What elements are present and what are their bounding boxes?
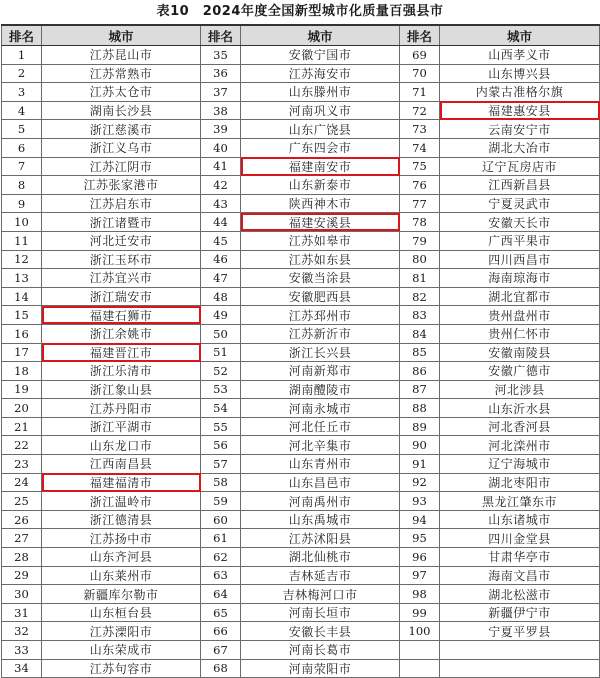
rank-cell: 26 — [2, 510, 42, 529]
city-cell: 山东龙口市 — [42, 436, 201, 455]
rank-cell: 72 — [400, 101, 440, 120]
city-cell: 湖南醴陵市 — [241, 380, 400, 399]
table-row — [2, 250, 600, 269]
rank-cell: 12 — [2, 250, 42, 269]
highlighted-city-cell: 福建安溪县 — [241, 213, 400, 232]
city-cell: 山东新泰市 — [241, 176, 400, 195]
city-cell: 江苏邳州市 — [241, 306, 400, 325]
rank-cell: 75 — [400, 157, 440, 176]
rank-cell: 2 — [2, 64, 42, 83]
city-cell: 江苏句容市 — [42, 659, 201, 678]
city-cell: 浙江德清县 — [42, 510, 201, 529]
rank-cell: 97 — [400, 566, 440, 585]
rank-cell: 89 — [400, 417, 440, 436]
rank-cell: 94 — [400, 510, 440, 529]
table-row — [2, 324, 600, 343]
city-cell: 安徽肥西县 — [241, 287, 400, 306]
city-cell: 湖北大冶市 — [440, 138, 600, 157]
rank-cell: 31 — [2, 603, 42, 622]
city-cell: 浙江玉环市 — [42, 250, 201, 269]
rank-cell: 54 — [201, 399, 241, 418]
table-row — [2, 231, 600, 250]
city-cell: 河南永城市 — [241, 399, 400, 418]
rank-cell: 92 — [400, 473, 440, 492]
rank-header: 排名 — [201, 25, 241, 46]
rank-cell: 20 — [2, 399, 42, 418]
city-cell: 浙江象山县 — [42, 380, 201, 399]
city-cell: 宁夏平罗县 — [440, 622, 600, 641]
rank-cell: 19 — [2, 380, 42, 399]
rank-cell: 16 — [2, 324, 42, 343]
city-cell: 安徽天长市 — [440, 213, 600, 232]
header-row — [2, 25, 600, 46]
rank-cell: 42 — [201, 176, 241, 195]
rank-cell: 64 — [201, 585, 241, 604]
table-row — [2, 548, 600, 567]
table-row — [2, 194, 600, 213]
rank-cell: 34 — [2, 659, 42, 678]
city-cell: 江西南昌县 — [42, 455, 201, 474]
city-cell: 浙江乐清市 — [42, 362, 201, 381]
city-cell: 浙江慈溪市 — [42, 120, 201, 139]
rank-cell: 56 — [201, 436, 241, 455]
rank-cell: 10 — [2, 213, 42, 232]
table-row — [2, 213, 600, 232]
city-cell: 河南新郑市 — [241, 362, 400, 381]
rank-cell: 76 — [400, 176, 440, 195]
rank-cell: 100 — [400, 622, 440, 641]
rank-cell: 43 — [201, 194, 241, 213]
rank-cell: 37 — [201, 83, 241, 102]
rank-cell: 74 — [400, 138, 440, 157]
city-cell: 山东昌邑市 — [241, 473, 400, 492]
rank-cell: 48 — [201, 287, 241, 306]
rank-cell: 18 — [2, 362, 42, 381]
city-cell: 江苏常熟市 — [42, 64, 201, 83]
city-cell: 安徽长丰县 — [241, 622, 400, 641]
city-cell: 河北香河县 — [440, 417, 600, 436]
city-cell — [440, 659, 600, 678]
rank-cell: 62 — [201, 548, 241, 567]
rank-cell: 70 — [400, 64, 440, 83]
highlighted-city-cell: 福建福清市 — [42, 473, 201, 492]
table-row — [2, 138, 600, 157]
table-caption: 表10 2024年度全国新型城市化质量百强县市 — [156, 4, 444, 19]
rank-cell: 36 — [201, 64, 241, 83]
rank-cell: 29 — [2, 566, 42, 585]
city-cell: 山东荣成市 — [42, 641, 201, 660]
city-cell: 江苏扬中市 — [42, 529, 201, 548]
city-cell: 浙江义乌市 — [42, 138, 201, 157]
rank-cell: 39 — [201, 120, 241, 139]
table-row — [2, 120, 600, 139]
rank-cell: 38 — [201, 101, 241, 120]
table-row — [2, 64, 600, 83]
city-cell: 江苏启东市 — [42, 194, 201, 213]
city-cell: 湖北枣阳市 — [440, 473, 600, 492]
rank-cell: 33 — [2, 641, 42, 660]
table-row — [2, 287, 600, 306]
city-cell: 广东四会市 — [241, 138, 400, 157]
city-cell: 江苏溧阳市 — [42, 622, 201, 641]
table-row — [2, 157, 600, 176]
rank-cell: 95 — [400, 529, 440, 548]
rank-cell: 82 — [400, 287, 440, 306]
city-cell: 湖北仙桃市 — [241, 548, 400, 567]
rank-cell: 71 — [400, 83, 440, 102]
rank-cell: 49 — [201, 306, 241, 325]
highlighted-city-cell: 福建南安市 — [241, 157, 400, 176]
rank-cell: 27 — [2, 529, 42, 548]
city-cell: 山东诸城市 — [440, 510, 600, 529]
rank-cell: 68 — [201, 659, 241, 678]
city-cell: 江苏沭阳县 — [241, 529, 400, 548]
city-header: 城市 — [241, 25, 400, 46]
rank-cell: 4 — [2, 101, 42, 120]
city-cell: 江苏丹阳市 — [42, 399, 201, 418]
city-cell: 湖北宜都市 — [440, 287, 600, 306]
city-cell: 贵州盘州市 — [440, 306, 600, 325]
rank-cell: 98 — [400, 585, 440, 604]
table-row — [2, 566, 600, 585]
city-cell: 安徽南陵县 — [440, 343, 600, 362]
rank-cell: 81 — [400, 269, 440, 288]
city-cell: 山东滕州市 — [241, 83, 400, 102]
city-cell: 湖南长沙县 — [42, 101, 201, 120]
table-row — [2, 306, 600, 325]
table-row — [2, 83, 600, 102]
city-header: 城市 — [440, 25, 600, 46]
city-cell: 浙江瑞安市 — [42, 287, 201, 306]
city-cell: 贵州仁怀市 — [440, 324, 600, 343]
city-cell: 河北涉县 — [440, 380, 600, 399]
city-cell: 江苏江阴市 — [42, 157, 201, 176]
city-cell: 河北辛集市 — [241, 436, 400, 455]
rank-cell: 41 — [201, 157, 241, 176]
rank-cell: 99 — [400, 603, 440, 622]
rank-cell: 61 — [201, 529, 241, 548]
rank-cell: 6 — [2, 138, 42, 157]
rank-cell: 24 — [2, 473, 42, 492]
city-cell: 山东青州市 — [241, 455, 400, 474]
city-cell: 河南长葛市 — [241, 641, 400, 660]
rank-cell: 15 — [2, 306, 42, 325]
rank-cell: 69 — [400, 46, 440, 65]
city-cell: 河南荥阳市 — [241, 659, 400, 678]
city-cell: 云南安宁市 — [440, 120, 600, 139]
city-cell: 海南文昌市 — [440, 566, 600, 585]
rank-cell: 32 — [2, 622, 42, 641]
rank-cell: 30 — [2, 585, 42, 604]
table-row — [2, 492, 600, 511]
rank-cell: 93 — [400, 492, 440, 511]
table-row — [2, 101, 600, 120]
city-cell: 安徽广德市 — [440, 362, 600, 381]
rank-cell: 73 — [400, 120, 440, 139]
rank-cell: 96 — [400, 548, 440, 567]
table-row — [2, 603, 600, 622]
city-cell: 广西平果市 — [440, 231, 600, 250]
rank-cell: 13 — [2, 269, 42, 288]
rank-cell: 79 — [400, 231, 440, 250]
table-row — [2, 46, 600, 65]
city-cell: 山东博兴县 — [440, 64, 600, 83]
rank-cell: 7 — [2, 157, 42, 176]
city-cell: 山东桓台县 — [42, 603, 201, 622]
rank-cell: 83 — [400, 306, 440, 325]
rank-cell: 47 — [201, 269, 241, 288]
city-cell: 山西孝义市 — [440, 46, 600, 65]
rank-cell: 9 — [2, 194, 42, 213]
table-row — [2, 362, 600, 381]
rank-cell: 51 — [201, 343, 241, 362]
table-row — [2, 529, 600, 548]
rank-cell — [400, 659, 440, 678]
rank-cell: 45 — [201, 231, 241, 250]
city-cell: 吉林延吉市 — [241, 566, 400, 585]
city-cell: 湖北松滋市 — [440, 585, 600, 604]
rank-cell: 3 — [2, 83, 42, 102]
table-row — [2, 510, 600, 529]
rank-header: 排名 — [2, 25, 42, 46]
rank-cell: 57 — [201, 455, 241, 474]
city-cell: 江苏张家港市 — [42, 176, 201, 195]
city-cell: 海南琼海市 — [440, 269, 600, 288]
rank-cell: 52 — [201, 362, 241, 381]
city-cell: 安徽当涂县 — [241, 269, 400, 288]
city-cell: 浙江温岭市 — [42, 492, 201, 511]
highlighted-city-cell: 福建惠安县 — [440, 101, 600, 120]
rank-cell: 85 — [400, 343, 440, 362]
city-cell: 河南禹州市 — [241, 492, 400, 511]
city-cell: 山东齐河县 — [42, 548, 201, 567]
rank-cell: 65 — [201, 603, 241, 622]
city-cell: 江苏如东县 — [241, 250, 400, 269]
rank-cell: 86 — [400, 362, 440, 381]
rank-cell: 17 — [2, 343, 42, 362]
table-row — [2, 436, 600, 455]
city-cell: 辽宁瓦房店市 — [440, 157, 600, 176]
city-cell: 黑龙江肇东市 — [440, 492, 600, 511]
rank-cell: 84 — [400, 324, 440, 343]
ranking-table — [1, 24, 600, 678]
city-cell: 内蒙古准格尔旗 — [440, 83, 600, 102]
city-cell: 吉林梅河口市 — [241, 585, 400, 604]
rank-cell: 87 — [400, 380, 440, 399]
rank-cell: 50 — [201, 324, 241, 343]
city-cell: 山东禹城市 — [241, 510, 400, 529]
rank-cell: 35 — [201, 46, 241, 65]
city-cell: 四川西昌市 — [440, 250, 600, 269]
table-row — [2, 659, 600, 678]
table-row — [2, 585, 600, 604]
city-cell: 四川金堂县 — [440, 529, 600, 548]
rank-cell: 91 — [400, 455, 440, 474]
rank-cell: 60 — [201, 510, 241, 529]
city-cell: 辽宁海城市 — [440, 455, 600, 474]
highlighted-city-cell: 福建晋江市 — [42, 343, 201, 362]
rank-cell: 80 — [400, 250, 440, 269]
rank-cell — [400, 641, 440, 660]
city-cell: 河南巩义市 — [241, 101, 400, 120]
table-body — [2, 46, 600, 678]
city-cell: 江苏昆山市 — [42, 46, 201, 65]
table-row — [2, 417, 600, 436]
rank-cell: 53 — [201, 380, 241, 399]
table-row — [2, 455, 600, 474]
rank-cell: 28 — [2, 548, 42, 567]
table-row — [2, 622, 600, 641]
city-cell: 甘肃华亭市 — [440, 548, 600, 567]
rank-cell: 66 — [201, 622, 241, 641]
table-row — [2, 399, 600, 418]
city-cell: 河北滦州市 — [440, 436, 600, 455]
city-cell: 浙江平湖市 — [42, 417, 201, 436]
rank-cell: 46 — [201, 250, 241, 269]
table-row — [2, 343, 600, 362]
rank-cell: 77 — [400, 194, 440, 213]
city-cell: 新疆库尔勒市 — [42, 585, 201, 604]
rank-cell: 90 — [400, 436, 440, 455]
table-row — [2, 380, 600, 399]
city-cell — [440, 641, 600, 660]
rank-cell: 55 — [201, 417, 241, 436]
rank-cell: 21 — [2, 417, 42, 436]
city-cell: 浙江诸暨市 — [42, 213, 201, 232]
city-cell: 陕西神木市 — [241, 194, 400, 213]
table-row — [2, 176, 600, 195]
rank-cell: 1 — [2, 46, 42, 65]
city-cell: 江苏太仓市 — [42, 83, 201, 102]
city-cell: 新疆伊宁市 — [440, 603, 600, 622]
rank-cell: 59 — [201, 492, 241, 511]
city-cell: 山东沂水县 — [440, 399, 600, 418]
city-cell: 河北迁安市 — [42, 231, 201, 250]
city-cell: 江苏如皋市 — [241, 231, 400, 250]
rank-header: 排名 — [400, 25, 440, 46]
city-cell: 山东广饶县 — [241, 120, 400, 139]
rank-cell: 88 — [400, 399, 440, 418]
city-header: 城市 — [42, 25, 201, 46]
city-cell: 江苏海安市 — [241, 64, 400, 83]
table-row — [2, 473, 600, 492]
rank-cell: 23 — [2, 455, 42, 474]
rank-cell: 40 — [201, 138, 241, 157]
rank-cell: 22 — [2, 436, 42, 455]
rank-cell: 8 — [2, 176, 42, 195]
city-cell: 河北任丘市 — [241, 417, 400, 436]
table-row — [2, 641, 600, 660]
rank-cell: 63 — [201, 566, 241, 585]
city-cell: 安徽宁国市 — [241, 46, 400, 65]
city-cell: 浙江长兴县 — [241, 343, 400, 362]
rank-cell: 78 — [400, 213, 440, 232]
city-cell: 浙江余姚市 — [42, 324, 201, 343]
rank-cell: 44 — [201, 213, 241, 232]
rank-cell: 5 — [2, 120, 42, 139]
rank-cell: 25 — [2, 492, 42, 511]
city-cell: 山东莱州市 — [42, 566, 201, 585]
city-cell: 宁夏灵武市 — [440, 194, 600, 213]
highlighted-city-cell: 福建石狮市 — [42, 306, 201, 325]
city-cell: 河南长垣市 — [241, 603, 400, 622]
rank-cell: 67 — [201, 641, 241, 660]
rank-cell: 11 — [2, 231, 42, 250]
rank-cell: 14 — [2, 287, 42, 306]
table-row — [2, 269, 600, 288]
city-cell: 江苏新沂市 — [241, 324, 400, 343]
city-cell: 江苏宜兴市 — [42, 269, 201, 288]
city-cell: 江西新昌县 — [440, 176, 600, 195]
rank-cell: 58 — [201, 473, 241, 492]
